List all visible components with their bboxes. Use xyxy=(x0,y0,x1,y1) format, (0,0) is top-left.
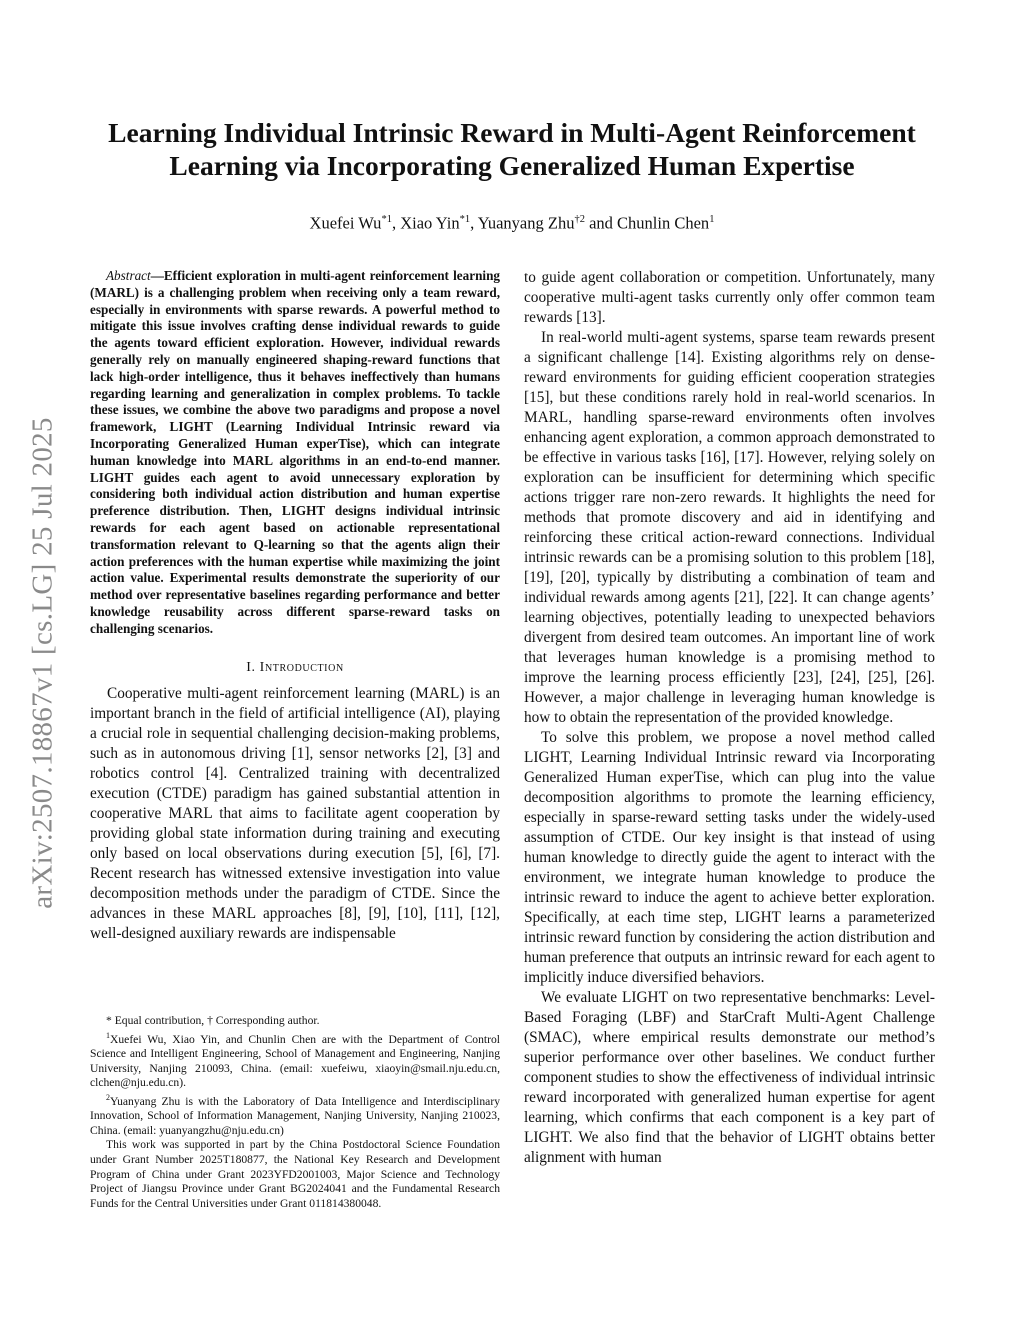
abstract xyxy=(90,268,500,638)
author-separator: , xyxy=(391,213,401,233)
arxiv-sidebar xyxy=(18,0,68,1325)
author-separator: and xyxy=(584,213,618,233)
section-heading-introduction: I. Introduction xyxy=(246,659,344,675)
author-name: Yuanyang Zhu xyxy=(477,213,575,233)
footnote-equal-contribution: * Equal contribution, † Corresponding author. xyxy=(106,1014,320,1027)
author-name: Xiao Yin xyxy=(400,213,460,233)
footnotes xyxy=(90,1014,500,1211)
title-line-2: Learning via Incorporating Generalized Human Expertise xyxy=(169,150,855,181)
author-mark: †2 xyxy=(574,214,585,225)
footnote-mark: 2 xyxy=(106,1092,110,1102)
footnote-funding: This work was supported in part by the China Postdoctoral Science Foundation under Grant Number 2025T180877, the National Key Research and Development Program of China under Grant 2023YFD2001003, Major Science and Technology Project of Jiangsu Province under Grant BG2024041 and the Fundamental Research Funds for the Central Universities under Grant 011814380048. xyxy=(90,1138,500,1210)
author-separator: , xyxy=(470,213,478,233)
author-mark: *1 xyxy=(381,214,392,225)
author-name: Chunlin Chen xyxy=(617,213,710,233)
footnote-text: Yuanyang Zhu is with the Laboratory of Data Intelligence and Interdisciplinary Innovation, School of Information Management, Nanjing University, Nanjing 210023, China. (email: yuanyangzhu@nju.edu.cn) xyxy=(90,1094,500,1137)
intro-paragraph: We evaluate LIGHT on two representative benchmarks: Level-Based Foraging (LBF) and StarCraft Multi-Agent Challenge (SMAC), where empirical results demonstrate our method’s superior performance over other baselines. We conduct further component studies to show the effectiveness of individual intrinsic reward incorporated with generalized human expertise for agent learning, which confirms that each component is a key part of LIGHT. We also find that the behavior of LIGHT obtains better alignment with human xyxy=(524,989,935,1166)
left-column xyxy=(90,268,500,944)
intro-paragraph: Cooperative multi-agent reinforcement learning (MARL) is an important branch in the field of artificial intelligence (AI), playing a crucial role in sequential challenging decision-making problems, such as in autonomous driving [1], sensor networks [2], [3] and robotics control [4]. Centralized training with decentralized execution (CTDE) paradigm has gained substantial attention in cooperative MARL that aims to facilitate agent cooperation by providing global state information during training and executing only based on local observations during execution [5], [6], [7]. Recent research has witnessed extensive investigation into value decomposition methods under the paradigm of CTDE. Since the advances in these MARL approaches [8], [9], [10], [11], [12], well-designed auxiliary rewards are indispensable xyxy=(90,684,500,942)
author-mark: 1 xyxy=(709,214,715,225)
abstract-dash: — xyxy=(150,268,164,283)
title-line-1: Learning Individual Intrinsic Reward in Multi-Agent Reinforcement xyxy=(108,117,916,148)
footnote-mark: 1 xyxy=(106,1030,110,1040)
arxiv-identifier: arXiv:2507.18867v1 [cs.LG] 25 Jul 2025 xyxy=(26,417,59,909)
footnote-affiliation-1 xyxy=(90,1029,500,1091)
footnote-affiliation-2 xyxy=(90,1091,500,1139)
paper-title xyxy=(90,116,934,182)
intro-paragraph: To solve this problem, we propose a novel method called LIGHT, Learning Individual Intrinsic reward via Incorporating Generalized Human experTise, which can plug into the value decomposition algorithms to promote the learning efficiency, especially in sparse-reward setting tasks under the widely-used assumption of CTDE. Our key insight is that instead of using human knowledge to directly guide the agent to interact with the environment, we integrate human knowledge to produce the intrinsic reward to induce the agent to achieve better exploration. Specifically, at each time step, LIGHT learns a parameterized intrinsic reward function by considering the action distribution and human preference that outputs an intrinsic reward for each agent to implicitly induce diversified behaviors. xyxy=(524,729,935,986)
right-column xyxy=(524,268,935,1168)
abstract-label: Abstract xyxy=(106,268,151,283)
author-list xyxy=(90,209,934,235)
author-name: Xuefei Wu xyxy=(309,213,382,233)
intro-paragraph: In real-world multi-agent systems, sparse team rewards present a significant challenge [14]. Existing algorithms rely on dense-reward environments for guiding efficient cooperation strategies [15], but these conditions rarely hold in real-world scenarios. In MARL, handling sparse-reward environments often involves enhancing agent exploration, a common approach demonstrated to be effective in various tasks [16], [17]. However, relying solely on exploration can be insufficient for determining which specific actions trigger rare non-zero rewards. It highlights the need for methods that promote discovery and aid in identifying and reinforcing these critical action-reward connections. Individual intrinsic rewards can be a promising solution to this problem [18], [19], [20], typically by distributing a combination of team and individual rewards among agents [21], [22]. It can change agents’ learning objectives, potentially leading to unexpected behaviors divergent from desired team outcomes. An important line of work that leverages human knowledge is a promising method to improve the learning process efficiently [23], [24], [25], [26]. However, a major challenge in leveraging human knowledge is how to obtain the representation of the provided knowledge. xyxy=(524,329,935,726)
abstract-text: Efficient exploration in multi-agent reinforcement learning (MARL) is a challenging problem when receiving only a team reward, especially in environments with sparse rewards. A powerful method to mitigate this issue involves crafting dense individual rewards to guide the agents toward efficient exploration. However, individual rewards generally rely on manually engineered shaping-reward functions that lack high-order intelligence, thus it behaves ineffectively than humans regarding learning and generalization in complex problems. To tackle these issues, we combine the above two paradigms and propose a novel framework, LIGHT (Learning Individual Intrinsic reward via Incorporating Generalized Human experTise), which can integrate human knowledge into MARL algorithms in an end-to-end manner. LIGHT guides each agent to avoid unnecessary exploration by considering both individual action distribution and human expertise preference distribution. Then, LIGHT designs individual intrinsic rewards for each agent based on actionable representational transformation relevant to Q-learning so that the agents align their action preferences with the human expertise while maximizing the joint action value. Experimental results demonstrate the superiority of our method over representative baselines regarding performance and better knowledge reusability across different sparse-reward tasks on challenging scenarios. xyxy=(90,268,500,636)
author-mark: *1 xyxy=(459,214,471,225)
footnote-text: Xuefei Wu, Xiao Yin, and Chunlin Chen are with the Department of Control Science and Intelligent Engineering, School of Management and Engineering, Nanjing University, Nanjing 210093, China. (email: xuefeiwu, xiaoyin@smail.nju.edu.cn, clchen@nju.edu.cn). xyxy=(90,1032,500,1090)
intro-paragraph-continued: to guide agent collaboration or competition. Unfortunately, many cooperative multi-agent tasks currently only offer common team rewards [13]. xyxy=(524,269,935,326)
